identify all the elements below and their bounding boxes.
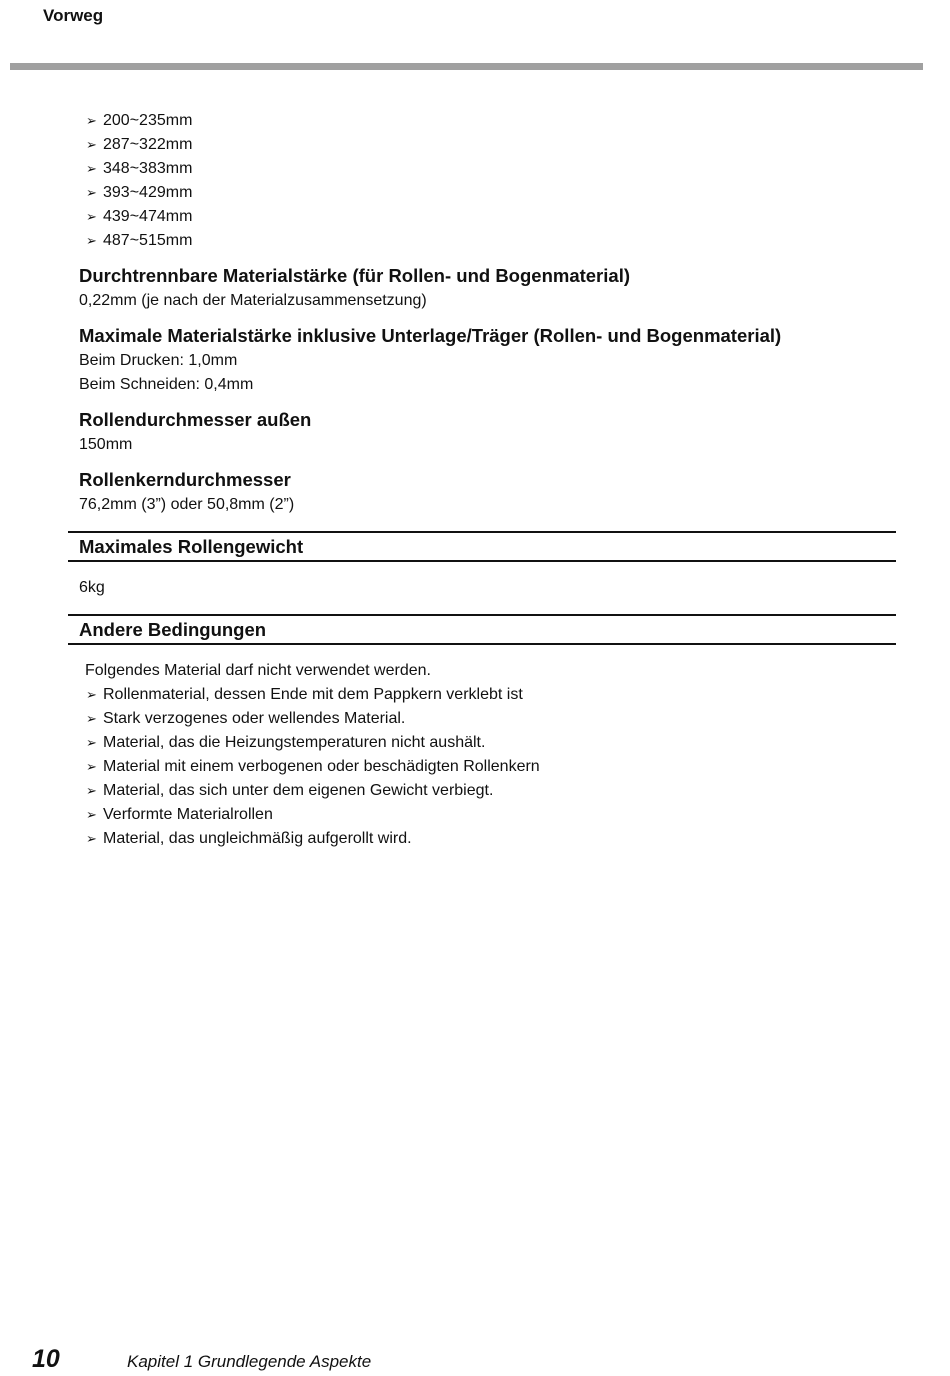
section-body-core-diameter	[79, 493, 294, 517]
arrow-bullet-icon: ➢	[86, 808, 97, 823]
other-conditions-list	[86, 683, 540, 851]
section-body-cutting-thickness	[79, 289, 427, 313]
list-item: ➢ Rollenmaterial, dessen Ende mit dem Pappkern verklebt ist	[86, 683, 540, 707]
section-line: Beim Schneiden: 0,4mm	[79, 376, 254, 393]
arrow-bullet-icon: ➢	[86, 114, 97, 129]
arrow-bullet-icon: ➢	[86, 186, 97, 201]
arrow-bullet-icon: ➢	[86, 234, 97, 249]
boxed-heading-max-weight	[68, 531, 896, 562]
arrow-bullet-icon: ➢	[86, 138, 97, 153]
section-line: 0,22mm (je nach der Materialzusammensetzung)	[79, 292, 427, 309]
list-item: ➢ 439~474mm	[86, 205, 192, 229]
list-item: ➢ 287~322mm	[86, 133, 192, 157]
list-item: ➢ Stark verzogenes oder wellendes Material.	[86, 707, 540, 731]
max-weight-title: Maximales Rollengewicht	[79, 536, 304, 557]
page-number: 10	[32, 1345, 60, 1373]
section-title-max-thickness: Maximale Materialstärke inklusive Unterlage/Träger (Rollen- und Bogenmaterial)	[79, 325, 782, 346]
list-item: ➢ Material, das sich unter dem eigenen Gewicht verbiegt.	[86, 779, 540, 803]
list-item: ➢ 487~515mm	[86, 229, 192, 253]
arrow-bullet-icon: ➢	[86, 210, 97, 225]
arrow-bullet-icon: ➢	[86, 688, 97, 703]
section-line: Beim Drucken: 1,0mm	[79, 352, 238, 369]
section-title-core-diameter: Rollenkerndurchmesser	[79, 469, 291, 490]
list-item: ➢ 200~235mm	[86, 109, 192, 133]
section-line: 150mm	[79, 436, 133, 453]
arrow-bullet-icon: ➢	[86, 736, 97, 751]
section-line: 76,2mm (3”) oder 50,8mm (2”)	[79, 496, 295, 513]
arrow-bullet-icon: ➢	[86, 832, 97, 847]
chapter-title: Kapitel 1 Grundlegende Aspekte	[127, 1352, 372, 1371]
max-weight-value: 6kg	[79, 579, 105, 596]
section-body-max-thickness	[79, 349, 253, 397]
list-item: ➢ 348~383mm	[86, 157, 192, 181]
list-item: ➢ Material mit einem verbogenen oder beschädigten Rollenkern	[86, 755, 540, 779]
arrow-bullet-icon: ➢	[86, 712, 97, 727]
header-rule	[10, 63, 923, 70]
list-item: ➢ 393~429mm	[86, 181, 192, 205]
section-title-cutting-thickness: Durchtrennbare Materialstärke (für Rollen- und Bogenmaterial)	[79, 265, 630, 286]
arrow-bullet-icon: ➢	[86, 784, 97, 799]
arrow-bullet-icon: ➢	[86, 162, 97, 177]
boxed-heading-other-conditions	[68, 614, 896, 645]
list-item: ➢ Material, das ungleichmäßig aufgerollt wird.	[86, 827, 540, 851]
width-list	[86, 109, 192, 253]
arrow-bullet-icon: ➢	[86, 760, 97, 775]
list-item: ➢ Verformte Materialrollen	[86, 803, 540, 827]
list-item: ➢ Material, das die Heizungstemperaturen nicht aushält.	[86, 731, 540, 755]
running-head-title: Vorweg	[43, 6, 104, 25]
other-conditions-title: Andere Bedingungen	[79, 619, 267, 640]
section-body-roll-outer-diameter	[79, 433, 132, 457]
other-conditions-intro: Folgendes Material darf nicht verwendet werden.	[85, 662, 431, 679]
section-title-roll-outer-diameter: Rollendurchmesser außen	[79, 409, 312, 430]
